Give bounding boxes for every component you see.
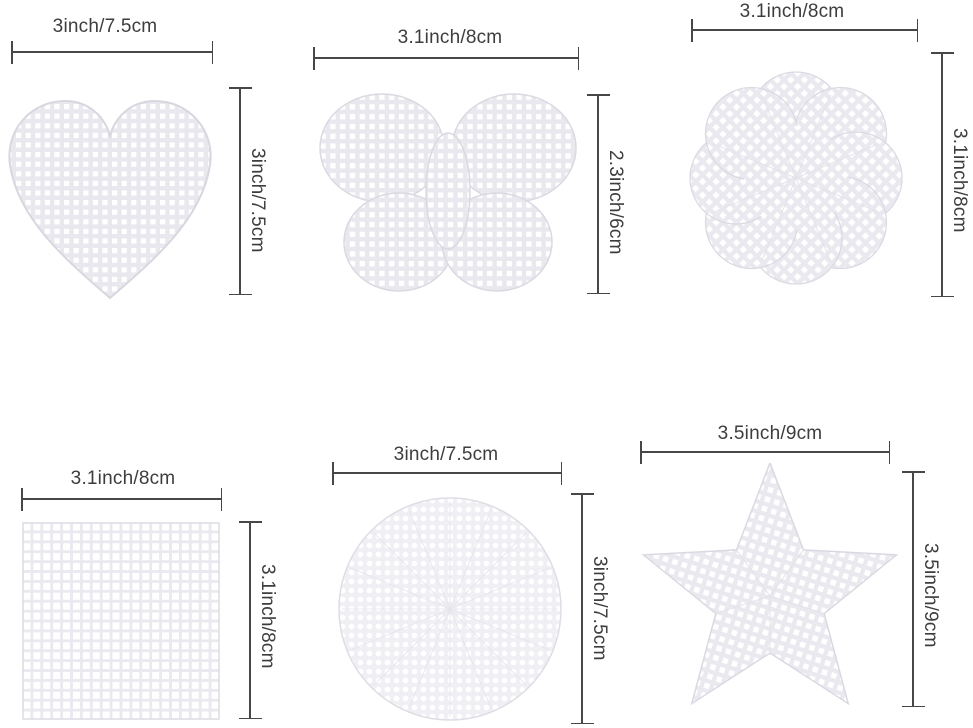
heart-height-label: 3inch/7.5cm <box>247 148 268 253</box>
flower-width-label: 3.1inch/8cm <box>739 1 845 22</box>
measure-tick <box>640 441 642 464</box>
measure-tick <box>889 441 891 464</box>
measure-tick <box>332 462 334 485</box>
square-height-measure-line <box>249 521 251 719</box>
flower-mesh-shape <box>689 66 904 290</box>
measure-tick <box>587 94 610 96</box>
measure-tick <box>571 493 594 495</box>
measure-tick <box>931 296 954 298</box>
star-mesh-shape <box>640 463 901 708</box>
flower-width-measure-line <box>691 29 918 31</box>
circle-width-measure-line <box>332 472 562 474</box>
measure-tick <box>212 41 214 64</box>
heart-mesh-shape <box>4 92 216 302</box>
measure-tick <box>239 521 262 523</box>
measure-tick <box>313 47 315 70</box>
heart-width-label: 3inch/7.5cm <box>52 16 158 37</box>
circle-height-label: 3inch/7.5cm <box>589 556 610 661</box>
measure-tick <box>578 47 580 70</box>
measure-tick <box>21 488 23 511</box>
measure-tick <box>902 471 925 473</box>
star-height-measure-line <box>912 471 914 707</box>
butterfly-height-measure-line <box>597 94 599 294</box>
flower-height-label: 3.1inch/8cm <box>949 128 970 233</box>
measure-tick <box>239 718 262 720</box>
butterfly-mesh-shape <box>318 92 578 294</box>
butterfly-width-measure-line <box>313 57 579 59</box>
heart-width-measure-line <box>11 51 213 53</box>
measure-tick <box>902 706 925 708</box>
square-mesh-shape <box>22 522 220 720</box>
square-width-label: 3.1inch/8cm <box>70 468 176 489</box>
measure-tick <box>917 19 919 42</box>
measure-tick <box>11 41 13 64</box>
butterfly-height-label: 2.3inch/6cm <box>605 150 626 255</box>
circle-mesh-shape <box>338 496 562 722</box>
heart-height-measure-line <box>239 87 241 295</box>
star-width-measure-line <box>640 451 890 453</box>
square-height-label: 3.1inch/8cm <box>257 564 278 669</box>
butterfly-width-label: 3.1inch/8cm <box>397 27 503 48</box>
measure-tick <box>229 87 252 89</box>
measure-tick <box>587 293 610 295</box>
circle-height-measure-line <box>581 493 583 724</box>
measure-tick <box>561 462 563 485</box>
measure-tick <box>571 723 594 725</box>
flower-height-measure-line <box>941 52 943 297</box>
measure-tick <box>229 294 252 296</box>
circle-width-label: 3inch/7.5cm <box>393 444 499 465</box>
star-height-label: 3.5inch/9cm <box>920 543 941 648</box>
square-width-measure-line <box>21 498 222 500</box>
measure-tick <box>691 19 693 42</box>
measure-tick <box>221 488 223 511</box>
star-width-label: 3.5inch/9cm <box>717 423 823 444</box>
measure-tick <box>931 52 954 54</box>
